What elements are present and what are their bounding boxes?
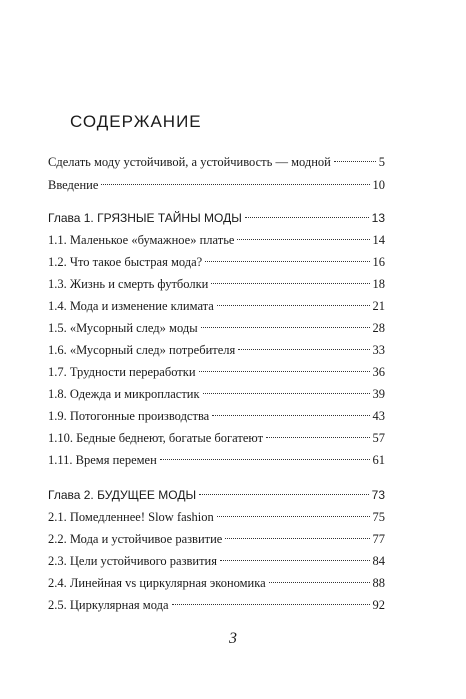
toc-entry	[48, 529, 385, 549]
leader-dots	[211, 283, 369, 284]
page-number: 3	[229, 630, 237, 647]
leader-dots	[101, 184, 369, 185]
leader-dots	[266, 437, 369, 438]
leader-dots	[160, 459, 370, 460]
toc-entry-page: 88	[372, 576, 385, 590]
toc-entry-title: 1.9. Потогонные производства	[48, 409, 210, 423]
leader-dots	[212, 415, 369, 416]
toc-entry	[48, 230, 385, 250]
toc-entry	[48, 595, 385, 615]
toc-entry-page: 33	[372, 343, 385, 357]
toc-entry	[48, 551, 385, 571]
leader-dots	[220, 560, 369, 561]
leader-dots	[269, 582, 370, 583]
toc-entry	[48, 318, 385, 338]
toc-entry-title: 1.1. Маленькое «бумажное» платье	[48, 233, 235, 247]
toc-entry-page: 10	[372, 178, 385, 192]
toc-entry	[48, 252, 385, 272]
leader-dots	[245, 217, 369, 218]
toc-entry-page: 36	[372, 365, 385, 379]
leader-dots	[238, 349, 369, 350]
toc-entry-page: 75	[372, 510, 385, 524]
leader-dots	[199, 494, 369, 495]
toc-entry-title: 1.8. Одежда и микропластик	[48, 387, 200, 401]
toc-entry-page: 73	[371, 488, 385, 502]
leader-dots	[172, 604, 370, 605]
leader-dots	[217, 516, 370, 517]
toc-entry-page: 21	[372, 299, 385, 313]
toc-entry-page: 5	[378, 155, 385, 169]
toc-entry-title: 1.7. Трудности переработки	[48, 365, 196, 379]
toc-entry	[48, 507, 385, 527]
toc-entry-page: 18	[372, 277, 385, 291]
leader-dots	[203, 393, 370, 394]
toc-entry-title: 2.1. Помедленнее! Slow fashion	[48, 510, 214, 524]
toc-entry	[48, 296, 385, 316]
toc-entry	[48, 340, 385, 360]
leader-dots	[199, 371, 370, 372]
toc-entry-page: 77	[372, 532, 385, 546]
toc-entry-page: 13	[371, 211, 385, 225]
contents-heading: СОДЕРЖАНИЕ	[70, 112, 202, 131]
toc-entry-page: 28	[372, 321, 385, 335]
leader-dots	[201, 327, 370, 328]
toc-entry-title: Глава 1. ГРЯЗНЫЕ ТАЙНЫ МОДЫ	[48, 211, 242, 225]
leader-dots	[334, 161, 376, 162]
toc-entry	[48, 450, 385, 470]
leader-dots	[225, 538, 369, 539]
leader-dots	[237, 239, 369, 240]
toc-chapter-1	[48, 208, 385, 228]
toc-entry-page: 39	[372, 387, 385, 401]
toc-entry-title: 1.3. Жизнь и смерть футболки	[48, 277, 209, 291]
toc-entry	[48, 274, 385, 294]
toc-entry	[48, 428, 385, 448]
toc-entry-page: 61	[372, 453, 385, 467]
toc-entry-title: 1.6. «Мусорный след» потребителя	[48, 343, 236, 357]
toc-entry-page: 43	[372, 409, 385, 423]
toc-entry-title: Глава 2. БУДУЩЕЕ МОДЫ	[48, 488, 197, 502]
toc-entry-title: 2.3. Цели устойчивого развития	[48, 554, 218, 568]
toc-entry-title: 2.2. Мода и устойчивое развитие	[48, 532, 223, 546]
toc-entry-introduction	[48, 175, 385, 195]
toc-entry	[48, 384, 385, 404]
toc-entry	[48, 406, 385, 426]
toc-entry-preface	[48, 152, 385, 172]
leader-dots	[205, 261, 369, 262]
toc-entry-title: 2.4. Линейная vs циркулярная экономика	[48, 576, 266, 590]
toc-entry-page: 92	[372, 598, 385, 612]
toc-entry-title: 1.10. Бедные беднеют, богатые богатеют	[48, 431, 264, 445]
toc-entry-title: Введение	[48, 178, 99, 192]
toc-entry-title: 1.2. Что такое быстрая мода?	[48, 255, 203, 269]
toc-entry-page: 84	[372, 554, 385, 568]
toc-entry-page: 57	[372, 431, 385, 445]
toc-entry-title: 1.4. Мода и изменение климата	[48, 299, 214, 313]
toc-entry-title: 2.5. Циркулярная мода	[48, 598, 169, 612]
toc-entry-title: 1.5. «Мусорный след» моды	[48, 321, 198, 335]
toc-entry-page: 16	[372, 255, 385, 269]
toc-entry	[48, 362, 385, 382]
toc-entry-title: 1.11. Время перемен	[48, 453, 157, 467]
toc-entry	[48, 573, 385, 593]
toc-entry-page: 14	[372, 233, 385, 247]
toc-entry-title: Сделать моду устойчивой, а устойчивость — модной	[48, 155, 331, 169]
leader-dots	[217, 305, 370, 306]
toc-chapter-2	[48, 485, 385, 505]
